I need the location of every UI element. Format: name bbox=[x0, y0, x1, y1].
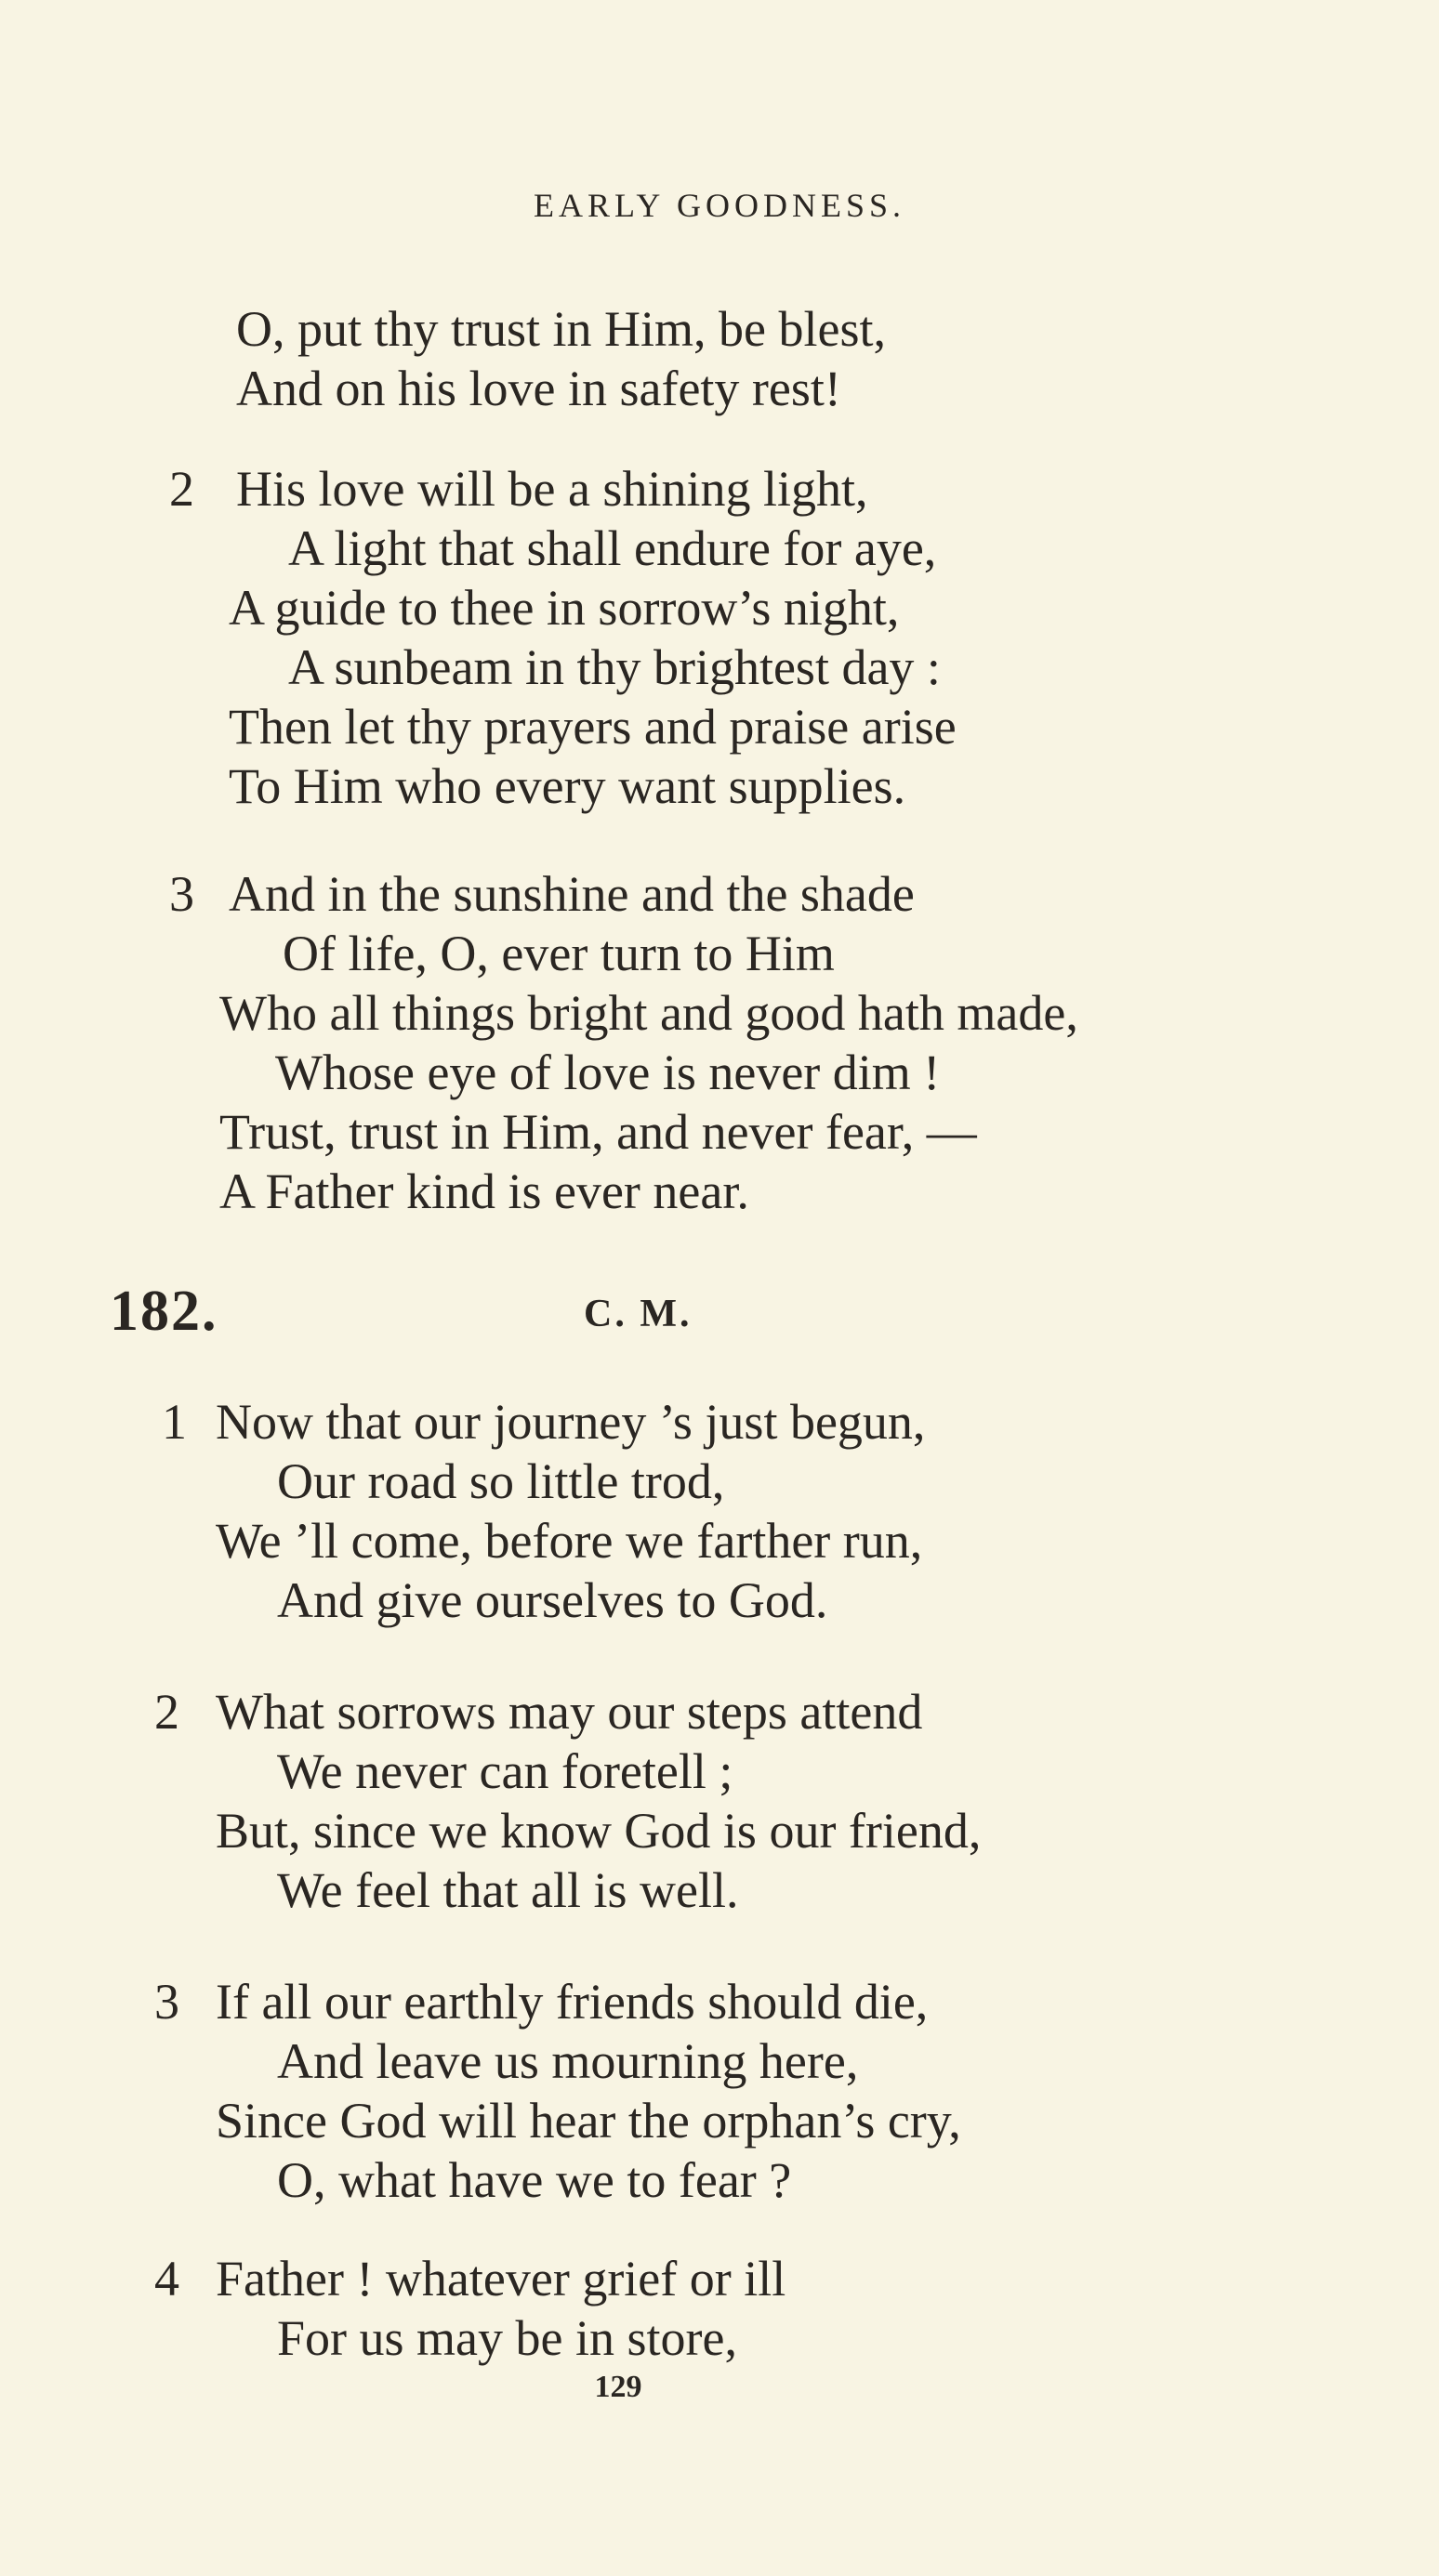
hymn-line: To Him who every want supplies. bbox=[229, 758, 906, 814]
hymn-line: Trust, trust in Him, and never fear, — bbox=[219, 1104, 977, 1160]
hymn-line: And leave us mourning here, bbox=[277, 2033, 859, 2089]
hymn-line: What sorrows may our steps attend bbox=[216, 1684, 923, 1740]
hymn-line: We feel that all is well. bbox=[277, 1862, 739, 1918]
hymn-line: We ’ll come, before we farther run, bbox=[216, 1513, 923, 1569]
stanza-number: 1 bbox=[162, 1394, 187, 1450]
hymn-line: Father ! whatever grief or ill bbox=[216, 2251, 786, 2307]
stanza-number: 2 bbox=[169, 461, 194, 517]
running-head: EARLY GOODNESS. bbox=[533, 187, 906, 224]
hymn-line: Of life, O, ever turn to Him bbox=[283, 926, 835, 981]
hymn-line: And give ourselves to God. bbox=[277, 1572, 828, 1628]
hymn-line: His love will be a shining light, bbox=[236, 461, 868, 517]
hymn-number: 182. bbox=[110, 1280, 218, 1343]
hymn-line: Then let thy prayers and praise arise bbox=[229, 699, 957, 755]
hymn-line: Our road so little trod, bbox=[277, 1453, 725, 1509]
hymn-line: A sunbeam in thy brightest day : bbox=[288, 639, 941, 695]
hymn-line: Whose eye of love is never dim ! bbox=[275, 1045, 941, 1100]
hymn-line: And in the sunshine and the shade bbox=[229, 866, 915, 922]
page-number: 129 bbox=[594, 2370, 642, 2404]
hymn-line: But, since we know God is our friend, bbox=[216, 1803, 982, 1859]
hymn-line: O, put thy trust in Him, be blest, bbox=[236, 301, 886, 357]
stanza-number: 4 bbox=[154, 2251, 179, 2307]
stanza-number: 3 bbox=[169, 866, 194, 922]
hymn-line: A guide to thee in sorrow’s night, bbox=[229, 580, 900, 636]
hymn-line: A light that shall endure for aye, bbox=[288, 520, 937, 576]
hymn-meter: C. M. bbox=[584, 1293, 693, 1335]
hymn-line: A Father kind is ever near. bbox=[219, 1163, 749, 1219]
hymn-line: For us may be in store, bbox=[277, 2310, 737, 2366]
stanza-number: 3 bbox=[154, 1974, 179, 2030]
stanza-number: 2 bbox=[154, 1684, 179, 1740]
hymn-line: If all our earthly friends should die, bbox=[216, 1974, 929, 2030]
hymn-line: O, what have we to fear ? bbox=[277, 2152, 792, 2208]
hymn-line: Since God will hear the orphan’s cry, bbox=[216, 2093, 961, 2149]
hymn-line: Now that our journey ’s just begun, bbox=[216, 1394, 926, 1450]
hymn-line: We never can foretell ; bbox=[277, 1743, 733, 1799]
hymn-line: And on his love in safety rest! bbox=[236, 361, 841, 416]
hymn-line: Who all things bright and good hath made, bbox=[219, 985, 1078, 1041]
